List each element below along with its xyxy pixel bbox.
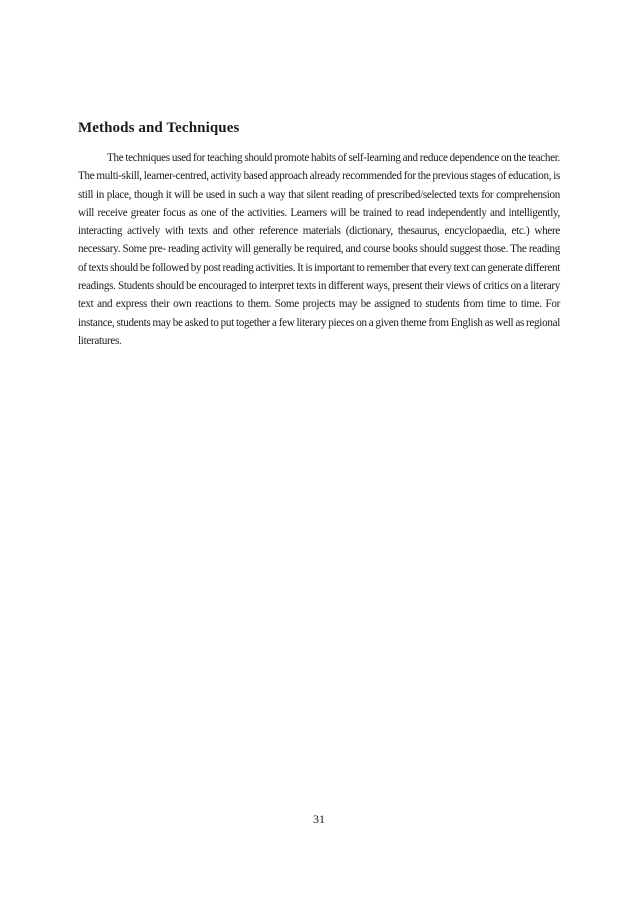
body-paragraph: The techniques used for teaching should promote habits of self-learning and reduce dependence on the teacher. The multi-skill, learner-centred, activity based approach already recommended for the previous stages of education, is still in place, though it will be used in such a way that silent reading of prescribed/selected texts for comprehension will receive greater focus as one of the activities. Learners will be trained to read independently and intelligently, interacting actively with texts and other reference materials (dictionary, thesaurus, encyclopaedia, etc.) where necessary. Some pre- reading activity will generally be required, and course books should suggest those. The reading of texts should be followed by post reading activities. It is important to remember that every text can generate different readings. Students should be encouraged to interpret texts in different ways, present their views of critics on a literary text and express their own reactions to them. Some projects may be assigned to students from time to time. For instance, students may be asked to put together a few literary pieces on a given theme from English as well as regional literatures. bbox=[78, 152, 560, 347]
section-heading: Methods and Techniques bbox=[78, 120, 240, 136]
page-number: 31 bbox=[313, 812, 325, 826]
